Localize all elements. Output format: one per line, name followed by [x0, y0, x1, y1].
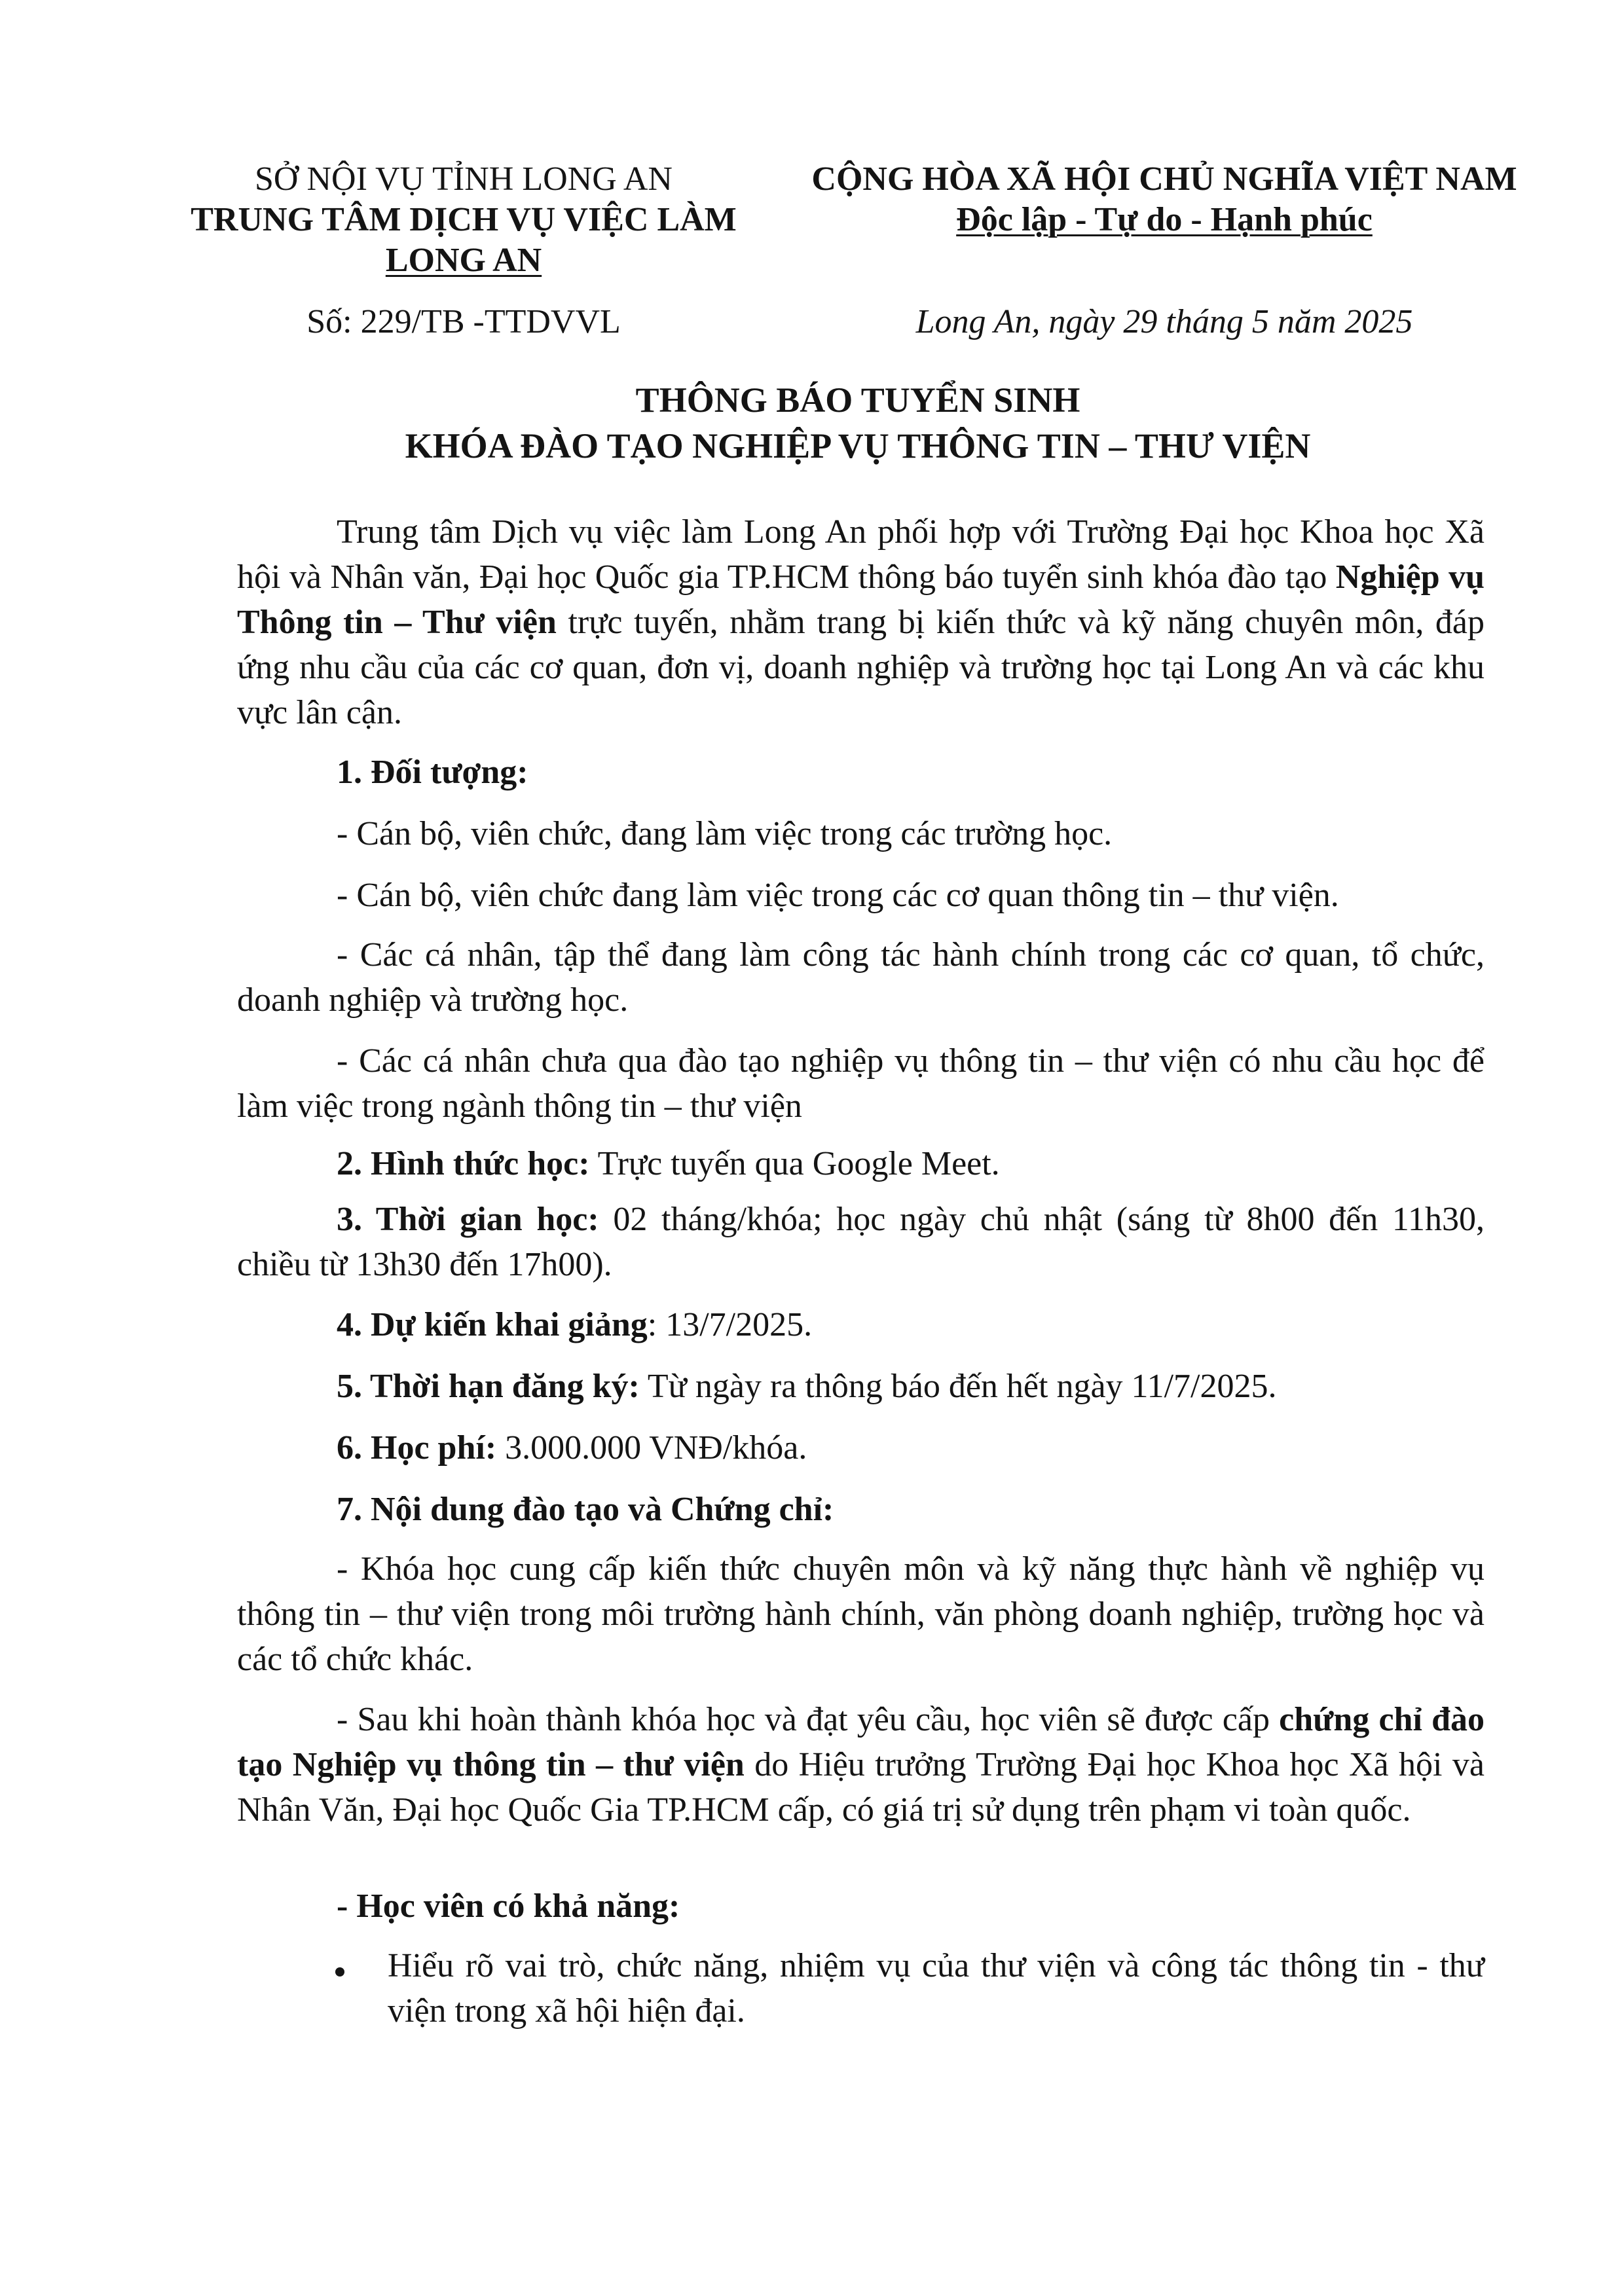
section-1-heading: 1. Đối tượng: — [337, 754, 528, 791]
target-item: - Cán bộ, viên chức đang làm việc trong các cơ quan thông tin – thư viện. — [337, 877, 1339, 914]
section-7-text-2: do Hiệu trưởng Trường Đại học Khoa học Xã hội và Nhân Văn, Đại học Quốc Gia TP.HCM cấp, có giá trị sử dụng trên phạm vi toàn quốc. — [237, 1746, 1485, 1829]
section-2-label: 2. Hình thức học: — [337, 1145, 590, 1182]
intro-text-2: trực tuyến, nhằm trang bị kiến thức và kỹ năng chuyên môn, đáp ứng nhu cầu của các cơ quan, đơn vị, doanh nghiệp và trường học tại Long An và các khu vực lân cận. — [237, 604, 1485, 731]
section-7-paragraph-2 — [237, 1697, 1485, 1832]
section-5-value: Từ ngày ra thông báo đến hết ngày 11/7/2025. — [639, 1368, 1277, 1405]
issue-date: Long An, ngày 29 tháng 5 năm 2025 — [915, 303, 1413, 340]
section-7-paragraph-1: - Khóa học cung cấp kiến thức chuyên môn và kỹ năng thực hành về nghiệp vụ thông tin – thư viện trong môi trường hành chính, văn phòng doanh nghiệp, trường học và các tổ chức khác. — [237, 1550, 1485, 1678]
section-6-value: 3.000.000 VNĐ/khóa. — [496, 1429, 807, 1467]
target-item: - Các cá nhân, tập thể đang làm công tác hành chính trong các cơ quan, tổ chức, doanh nghiệp và trường học. — [237, 936, 1485, 1019]
section-5-label: 5. Thời hạn đăng ký: — [337, 1368, 640, 1405]
section-6 — [337, 1429, 807, 1467]
target-item: - Cán bộ, viên chức, đang làm việc trong các trường học. — [337, 815, 1113, 852]
document-subtitle: KHÓA ĐÀO TẠO NGHIỆP VỤ THÔNG TIN – THƯ VIỆN — [405, 426, 1311, 465]
abilities-heading: - Học viên có khả năng: — [337, 1887, 680, 1925]
section-7-text-1: - Sau khi hoàn thành khóa học và đạt yêu cầu, học viên sẽ được cấp — [337, 1701, 1280, 1738]
section-6-label: 6. Học phí: — [337, 1429, 497, 1467]
section-3 — [237, 1197, 1485, 1287]
section-2-value: Trực tuyến qua Google Meet. — [589, 1145, 1000, 1182]
bullet-icon — [335, 1967, 344, 1977]
document-title: THÔNG BÁO TUYỂN SINH — [635, 380, 1080, 420]
section-4-value: : 13/7/2025. — [647, 1306, 813, 1343]
certificate-name: chứng chỉ đào tạo Nghiệp vụ thông tin – thư viện — [237, 1701, 1485, 1783]
section-3-value: 02 tháng/khóa; học ngày chủ nhật (sáng từ 8h00 đến 11h30, chiều từ 13h30 đến 17h00). — [237, 1201, 1485, 1283]
agency-name: TRUNG TÂM DỊCH VỤ VIỆC LÀM — [191, 201, 737, 238]
section-4-label: 4. Dự kiến khai giảng — [337, 1306, 648, 1343]
agency-parent: SỞ NỘI VỤ TỈNH LONG AN — [255, 160, 673, 198]
national-title: CỘNG HÒA XÃ HỘI CHỦ NGHĨA VIỆT NAM — [811, 160, 1517, 198]
intro-text-1: Trung tâm Dịch vụ việc làm Long An phối hợp với Trường Đại học Khoa học Xã hội và Nhân văn, Đại học Quốc gia TP.HCM thông báo tuyển sinh khóa đào tạo — [237, 513, 1485, 596]
document-number: Số: 229/TB -TTDVVL — [306, 303, 621, 340]
target-item: - Các cá nhân chưa qua đào tạo nghiệp vụ thông tin – thư viện có nhu cầu học để làm việc trong ngành thông tin – thư viện — [237, 1042, 1485, 1125]
national-motto: Độc lập - Tự do - Hạnh phúc — [956, 201, 1373, 238]
course-name: Nghiệp vụ Thông tin – Thư viện — [237, 558, 1485, 641]
intro-paragraph — [237, 509, 1485, 735]
agency-name-line2: LONG AN — [385, 242, 542, 279]
section-5 — [337, 1367, 1277, 1406]
section-7-heading: 7. Nội dung đào tạo và Chứng chỉ: — [337, 1491, 834, 1528]
section-2 — [337, 1144, 1000, 1183]
ability-item: Hiểu rõ vai trò, chức năng, nhiệm vụ của thư viện và công tác thông tin - thư viện trong xã hội hiện đại. — [388, 1947, 1485, 2030]
section-4 — [337, 1305, 812, 1344]
section-3-label: 3. Thời gian học: — [337, 1201, 599, 1238]
